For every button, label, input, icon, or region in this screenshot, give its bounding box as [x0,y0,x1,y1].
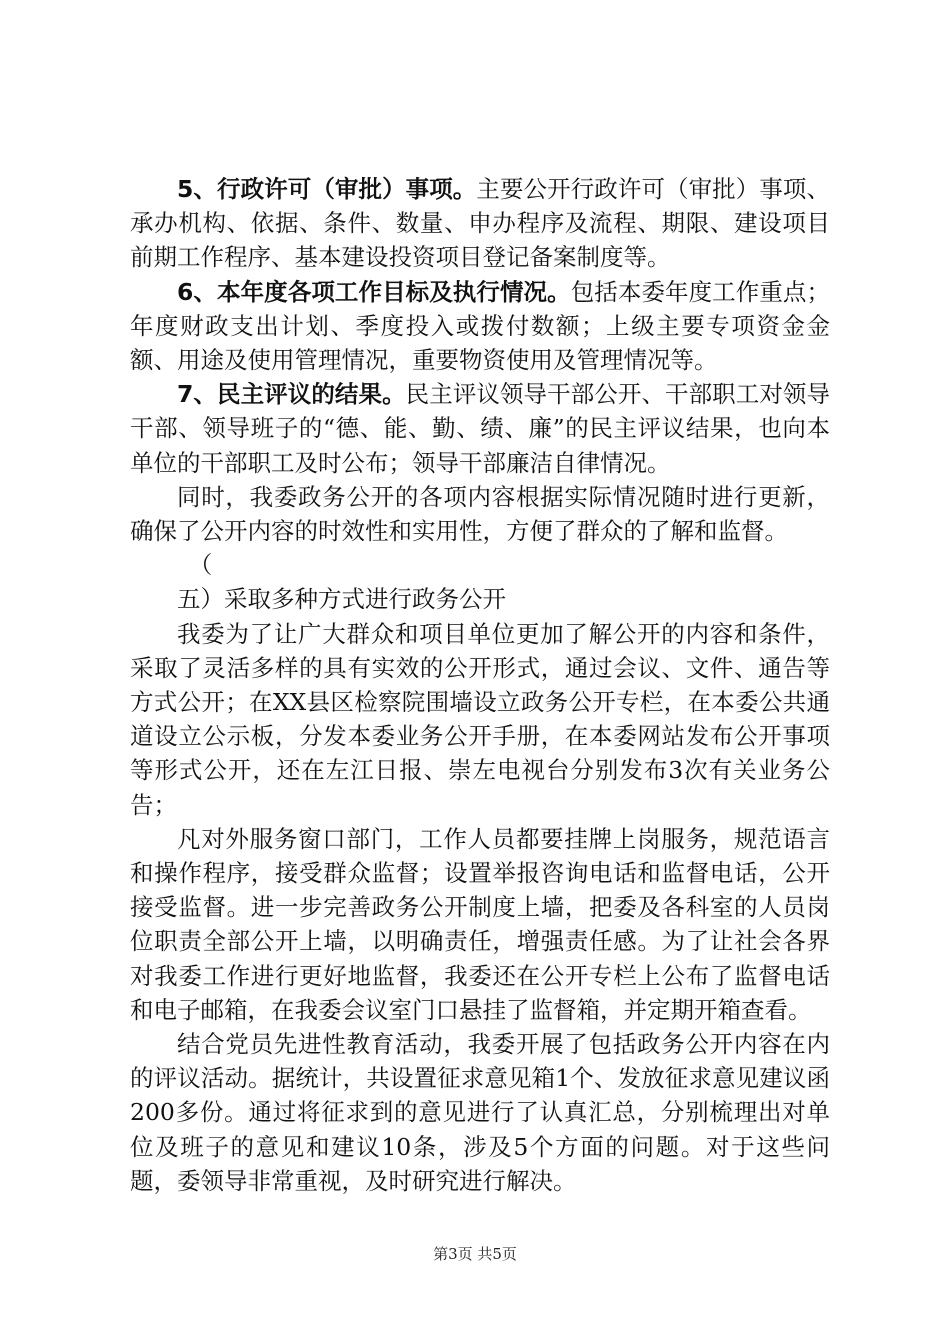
update-paragraph: 同时，我委政务公开的各项内容根据实际情况随时进行更新，确保了公开内容的时效性和实用性，方便了群众的了解和监督。 [130,482,830,546]
item-6-heading: 6、本年度各项工作目标及执行情况。 [177,277,571,306]
item-6-text: 包括本委年度工作重点；年度财政支出计划、季度投入或拨付数额；上级主要专项资金金额、用途及使用管理情况，重要物资使用及管理情况等。 [130,277,830,375]
open-paren-line: （ [188,551,213,580]
service-window-paragraph: 凡对外服务窗口部门，工作人员都要挂牌上岗服务，规范语言和操作程序，接受群众监督；设置举报咨询电话和监督电话，公开接受监督。进一步完善政务公开制度上墙，把委及各科室的人员岗位职责全部公开上墙，以明确责任，增强责任感。为了让社会各界对我委工作进行更好地监督，我委还在公开专栏上公布了监督电话和电子邮箱，在我委会议室门口悬挂了监督箱，并定期开箱查看。 [130,824,830,1024]
item-5-paragraph [130,172,830,275]
page-number-footer: 第3页 共5页 [433,1245,517,1263]
item-6-paragraph [130,275,830,378]
review-activity-paragraph: 结合党员先进性教育活动，我委开展了包括政务公开内容在内的评议活动。据统计，共设置征求意见箱1个、发放征求意见建议函200多份。通过将征求到的意见进行了认真汇总，分别梳理出对单位及班子的意见和建议10条，涉及5个方面的问题。对于这些问题，委领导非常重视，及时研究进行解决。 [130,1030,830,1195]
section-five-heading: 五）采取多种方式进行政务公开 [177,585,506,614]
item-7-heading: 7、民主评议的结果。 [177,380,406,409]
disclosure-forms-paragraph: 我委为了让广大群众和项目单位更加了解公开的内容和条件，采取了灵活多样的具有实效的公开形式，通过会议、文件、通告等方式公开；在XX县区检察院围墙设立政务公开专栏，在本委公共通道设立公示板，分发本委业务公开手册，在本委网站发布公开事项等形式公开，还在左江日报、崇左电视台分别发布3次有关业务公告； [130,619,830,819]
item-5-heading: 5、行政许可（审批）事项。 [177,175,477,203]
item-7-paragraph [130,377,830,480]
item-7-text: 民主评议领导干部公开、干部职工对领导干部、领导班子的“德、能、勤、绩、廉”的民主评议结果，也向本单位的干部职工及时公布；领导干部廉洁自律情况。 [130,380,831,477]
item-5-text: 主要公开行政许可（审批）事项、承办机构、依据、条件、数量、申办程序及流程、期限、建设项目前期工作程序、基本建设投资项目登记备案制度等。 [130,175,831,272]
document-body [130,172,830,1198]
